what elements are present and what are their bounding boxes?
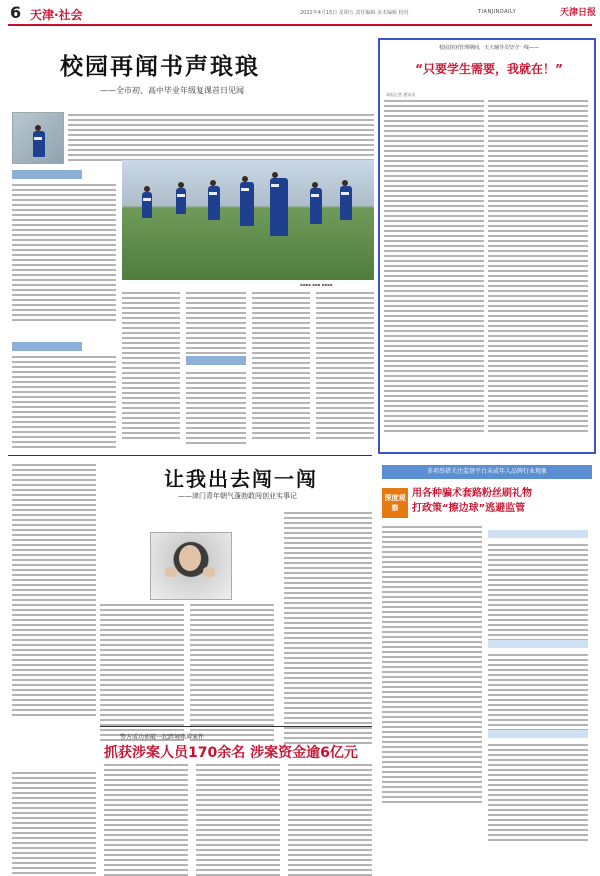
newspaper-logo: 天津日报 (560, 8, 597, 18)
small-photo (12, 112, 64, 164)
person-photo (150, 532, 232, 600)
right-col-text-1 (382, 526, 482, 803)
bottom-col-text-2 (104, 764, 188, 876)
section-divider (8, 455, 372, 456)
mid-col-text-5 (316, 292, 374, 439)
subhead-1 (12, 170, 82, 179)
bottom-kicker: 警方成功侦破一起跨境赌博案件 (120, 734, 205, 741)
boxed-story-kicker: 校园封闭管理期间，天大辅导员坚守一线—— (438, 45, 539, 51)
right-headline (412, 486, 532, 516)
bottom-col-text-4 (288, 764, 372, 876)
boxed-col-text-1 (384, 100, 484, 432)
right-headline-line2: 打政策“擦边球”逃避监管 (412, 503, 526, 514)
mid-col-text-4 (252, 292, 310, 439)
second-col-text-4 (284, 512, 372, 744)
boxed-col-text-2 (488, 100, 588, 432)
bottom-col-text-3 (196, 764, 280, 876)
students-exercise-photo (122, 160, 374, 280)
depth-tag: 深度观察 (382, 488, 408, 518)
right-subhead-2 (488, 640, 588, 648)
second-col-text-3 (190, 604, 274, 741)
right-banner: 多项举措关注监督平台未成年人品牌行业现象 (382, 465, 592, 479)
right-headline-line1: 用各种骗术套路粉丝刷礼物 (412, 488, 532, 499)
top-lead-text (68, 114, 374, 161)
subhead-3 (186, 356, 246, 365)
mid-col-text-3 (186, 372, 246, 444)
pinyin-title: TIANJINDAILY (478, 9, 517, 15)
top-subhead: ——全市初、高中毕业年级复课首日见闻 (100, 86, 244, 95)
boxed-story-headline: “只要学生需要，我就在！” (415, 62, 563, 76)
right-subhead-3 (488, 730, 588, 738)
section-name: 天津·社会 (30, 8, 83, 22)
mid-col-text-2 (186, 292, 246, 354)
second-col-text-2 (100, 604, 184, 741)
mid-col-text-1 (122, 292, 180, 439)
header-rule (8, 24, 592, 26)
right-col-text-3 (488, 654, 588, 731)
right-subhead-1 (488, 530, 588, 538)
boxed-story-byline: 本报记者 通讯员 (386, 92, 416, 97)
top-headline: 校园再闻书声琅琅 (60, 53, 260, 80)
right-col-text-2 (488, 544, 588, 641)
bottom-col-text-1 (12, 772, 96, 874)
bottom-divider (100, 726, 372, 727)
bottom-headline: 抓获涉案人员170余名 涉案资金逾6亿元 (104, 745, 358, 761)
second-subhead: ——津门青年朝气蓬勃敢闯创业实事记 (178, 492, 297, 500)
page-number: 6 (10, 3, 22, 22)
left-col-text-2 (12, 356, 116, 448)
left-col-text-1 (12, 184, 116, 321)
issue-meta: 2022年4月15日 星期五 责任编辑 美术编辑 校对 (300, 10, 409, 16)
subhead-2 (12, 342, 82, 351)
second-headline: 让我出去闯一闯 (164, 467, 318, 491)
second-col-text-1 (12, 464, 96, 716)
photo-caption: ▪▪▪▪ ▪▪▪ ▪▪▪▪ (300, 282, 333, 287)
right-col-text-4 (488, 744, 588, 841)
